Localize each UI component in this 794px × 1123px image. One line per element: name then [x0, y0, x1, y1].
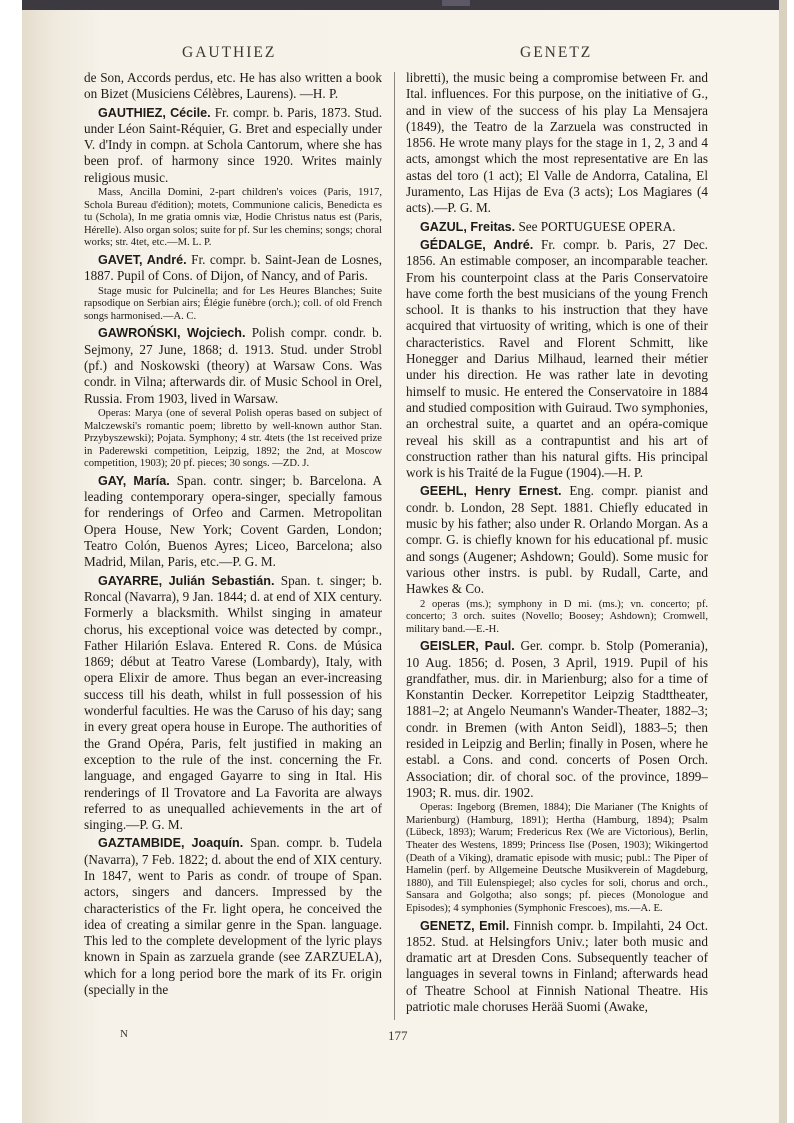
entry-text: Eng. compr. pianist and condr. b. London, 28 Sept. 1881. Chiefly educated in music by his father; also under R. Orlando Morgan. As a compr. G. is chiefly known for his educational pf. music and songs (Augener; Ashdown; Gould). Some music for various other instrs. is publ. by Rudall, Carte, and Hawkes & Co. — [406, 483, 708, 597]
dictionary-entry — [406, 483, 708, 597]
dictionary-entry — [406, 237, 708, 481]
works-list: Mass, Ancilla Domini, 2-part children's voices (Paris, 1917, Schola Bureau d'édition); motets, Communione calicis, Benedicta es tu (Schola), In me gratia omnis viæ, Hodie Christus natus est (Paris, Hérelle). Also organ solos; suite for pf. Sur les chemins; songs; choral works; str. 4tet, etc.—M. L. P. — [84, 187, 382, 249]
entry-headword: GAYARRE, Julián Sebastián. — [98, 573, 275, 588]
dictionary-entry — [406, 918, 708, 1016]
signature-mark: N — [120, 1028, 128, 1040]
entry-headword: GENETZ, Emil. — [420, 918, 510, 933]
column-divider — [394, 72, 395, 1020]
dictionary-entry — [406, 638, 708, 801]
works-list: Stage music for Pulcinella; and for Les Heures Blanches; Suite rapsodique on Serbian airs; Élégie funèbre (orch.); coll. of old French songs harmonised.—A. C. — [84, 285, 382, 322]
running-head-left: GAUTHIEZ — [182, 44, 277, 61]
continued-text: libretti), the music being a compromise between Fr. and Ital. influences. For this purpose, on the initiative of G., and in view of the success of his play La Mensajera (1849), the Teatro de la Zarzuela was constructed in 1856. He wrote many plays for the stage in 1, 2, 3 and 4 acts, amongst which the most representative are En las astas del toro (1 act); El Valle de Andorra, Catalina, El Juramento, Las Hijas de Eva (3 acts); Los Magiares (4 acts).—P. G. M. — [406, 70, 708, 216]
entry-headword: GAWROŃSKI, Wojciech. — [98, 326, 246, 341]
entry-headword: GAY, María. — [98, 473, 170, 488]
works-list: Operas: Marya (one of several Polish operas based on subject of Malczewski's romantic poem; libretto by well-known author Stan. Przybyszewski); Pojata. Symphony; 4 str. 4tets (the 1st received prize in Paderewski competition, Leipzig, 1892; the 2nd, at Moscow competition, 1903); 20 pf. pieces; 30 songs. —ZD. J. — [84, 407, 382, 470]
entry-headword: GÉDALGE, André. — [420, 237, 534, 252]
works-list: Operas: Ingeborg (Bremen, 1884); Die Marianer (The Knights of Marienburg) (Hamburg, 1891); Hertha (Hamburg, 1894); Psalm (Lübeck, 1893); Warum; Fredericus Rex (We are Victorious), Berlin, Theater des Westens, 1899; Princess Ilse (Posen, 1903); Wikingertod (Death of a Viking), dramatic episode with music; publ.: The Piper of Hamelin (perf. by Allgemeine Deutsche Musikverein of Magdeburg, 1880), and Till Eulenspiegel; also cycles for soli, chorus and orch., Sansara and Golgotha; also songs; pf. pieces (Monologue and Episodes); 4 symphonies (Symphonic Frescoes), ms.—A. E. — [406, 802, 708, 914]
running-head-right: GENETZ — [520, 44, 593, 61]
entry-headword: GAVET, André. — [98, 253, 187, 268]
entry-text: Polish compr. condr. b. Sejmony, 27 June, 1868; d. 1913. Stud. under Strobl (pf.) and Noskowski (theory) at Warsaw Cons. Was condr. in Vilna; afterwards dir. of Music School in Orel, Russia. From 1903, lived in Warsaw. — [84, 325, 382, 406]
entry-text: See PORTUGUESE OPERA. — [515, 218, 676, 234]
entry-text: Fr. compr. b. Paris, 1873. Stud. under Léon Saint-Réquier, G. Bret and especially under V. d'Indy in compn. at Schola Cantorum, where she has been prof. of harmony since 1920. Writes mainly religious music. — [84, 104, 382, 185]
entry-headword: GAZTAMBIDE, Joaquín. — [98, 836, 244, 851]
entry-headword: GEEHL, Henry Ernest. — [420, 484, 562, 499]
entry-headword: GAZUL, Freitas. — [420, 219, 516, 234]
scan-top-mark — [442, 0, 470, 6]
dictionary-entry — [84, 573, 382, 834]
scan-top-border — [22, 0, 787, 10]
entry-headword: GAUTHIEZ, Cécile. — [98, 105, 211, 120]
entry-headword: GEISLER, Paul. — [420, 639, 515, 654]
dictionary-entry — [84, 105, 382, 186]
dictionary-entry — [84, 835, 382, 998]
dictionary-entry — [84, 252, 382, 285]
right-text-column — [406, 70, 708, 1020]
page-number: 177 — [388, 1028, 408, 1043]
left-text-column — [84, 70, 382, 1020]
entry-text: Ger. compr. b. Stolp (Pomerania), 10 Aug. 1856; d. Posen, 3 April, 1919. Pupil of his grandfather, mus. dir. in Marienburg; also for a time of Konstantin Decker. Korrepetitor Leipzig Stadttheater, 1881–2; at Angelo Neumann's Wander-Theater, 1882–3; condr. in Bremen (with Anton Seidl), 1883–5; then resided in Leipzig and Berlin; finally in Posen, where he establ. a Cons. and cond. concerts of Posen Orch. Association; dir. of choral soc. of the province, 1899–1903; R. mus. dir. 1902. — [406, 638, 708, 800]
continued-text: de Son, Accords perdus, etc. He has also written a book on Bizet (Musiciens Célèbres, Laurens). —H. P. — [84, 70, 382, 102]
book-page — [22, 0, 787, 1123]
scan-right-edge — [779, 0, 787, 1123]
dictionary-entry — [84, 325, 382, 406]
entry-text: Fr. compr. b. Saint-Jean de Losnes, 1887. Pupil of Cons. of Dijon, of Nancy, and of Paris. — [84, 252, 382, 284]
entry-text: Span. t. singer; b. Roncal (Navarra), 9 Jan. 1844; d. at end of XIX century. Formerly a blacksmith. Whilst singing in amateur chorus, his exceptional voice was detected by compr., Father Hilarión Eslava. Entered R. Cons. de Música 1869; début at Teatro Varese (Lombardy), Italy, with opera Elixir de amore. Thus began an ever-increasing success till his death, whilst in full possession of his wonderful faculties. He was the Caruso of his day; sang in every great opera house in Europe. The authorities of the Grand Opéra, Paris, felt justified in making an exception to the rule of the inst. concerning the Fr. language, and engaged Gayarre to sing in Ital. His renderings of Il Trovatore and La Favorita are always referred to as unequalled achievements in the art of singing.—P. G. M. — [84, 572, 382, 833]
entry-text: Span. compr. b. Tudela (Navarra), 7 Feb. 1822; d. about the end of XIX century. In 1847, went to Paris as condr. of troupe of Span. actors, singers and dancers. Impressed by the characteristics of the Fr. light opera, he conceived the idea of creating a similar genre in the Span. language. This led to the complete development of the lyric plays known in Spain as zarzuela grande (see ZARZUELA), which for a long period bore the mark of its Fr. origin (specially in the — [84, 835, 382, 998]
entry-text: Span. contr. singer; b. Barcelona. A leading contemporary opera-singer, specially famous for renderings of Orfeo and Carmen. Metropolitan Opera House, New York; Covent Garden, London; Teatro Colón, Buenos Ayres; Liceo, Barcelona; also Madrid, Milan, Paris, etc.—P. G. M. — [84, 472, 382, 570]
entry-text: Finnish compr. b. Impilahti, 24 Oct. 1852. Stud. at Helsingfors Univ.; later both music and dramatic art at Dresden Cons. Subsequently teacher of languages in several towns in Finland; afterwards head of Theatre School at Finnish National Theatre. His patriotic male choruses Herää Suomi (Awake, — [406, 917, 708, 1015]
works-list: 2 operas (ms.); symphony in D mi. (ms.); vn. concerto; pf. concerto; 3 orch. suites (Novello; Boosey; Ashdown); Cromwell, military band.—E.-H. — [406, 598, 708, 635]
entry-text: Fr. compr. b. Paris, 27 Dec. 1856. An estimable composer, an incomparable teacher. From his counterpoint class at the Paris Conservatoire have come forth the best musicians of the young French school. It is thanks to his instruction that they have acquired that virtuosity of writing, which is one of their characteristics. Ravel and Florent Schmitt, like Honegger and Darius Milhaud, learned their métier under his direction. He was rather late in devoting himself to music. He entered the Conservatoire in 1884 and studied composition with Guiraud. Two symphonies, an orchestral suite, a quartet and an opéra-comique reveal his skill as a contrapuntist and his art of construction rather than his natural gifts. His principal work is his Traité de la Fugue (1904).—H. P. — [406, 236, 708, 481]
dictionary-entry — [406, 219, 708, 235]
dictionary-entry — [84, 473, 382, 571]
